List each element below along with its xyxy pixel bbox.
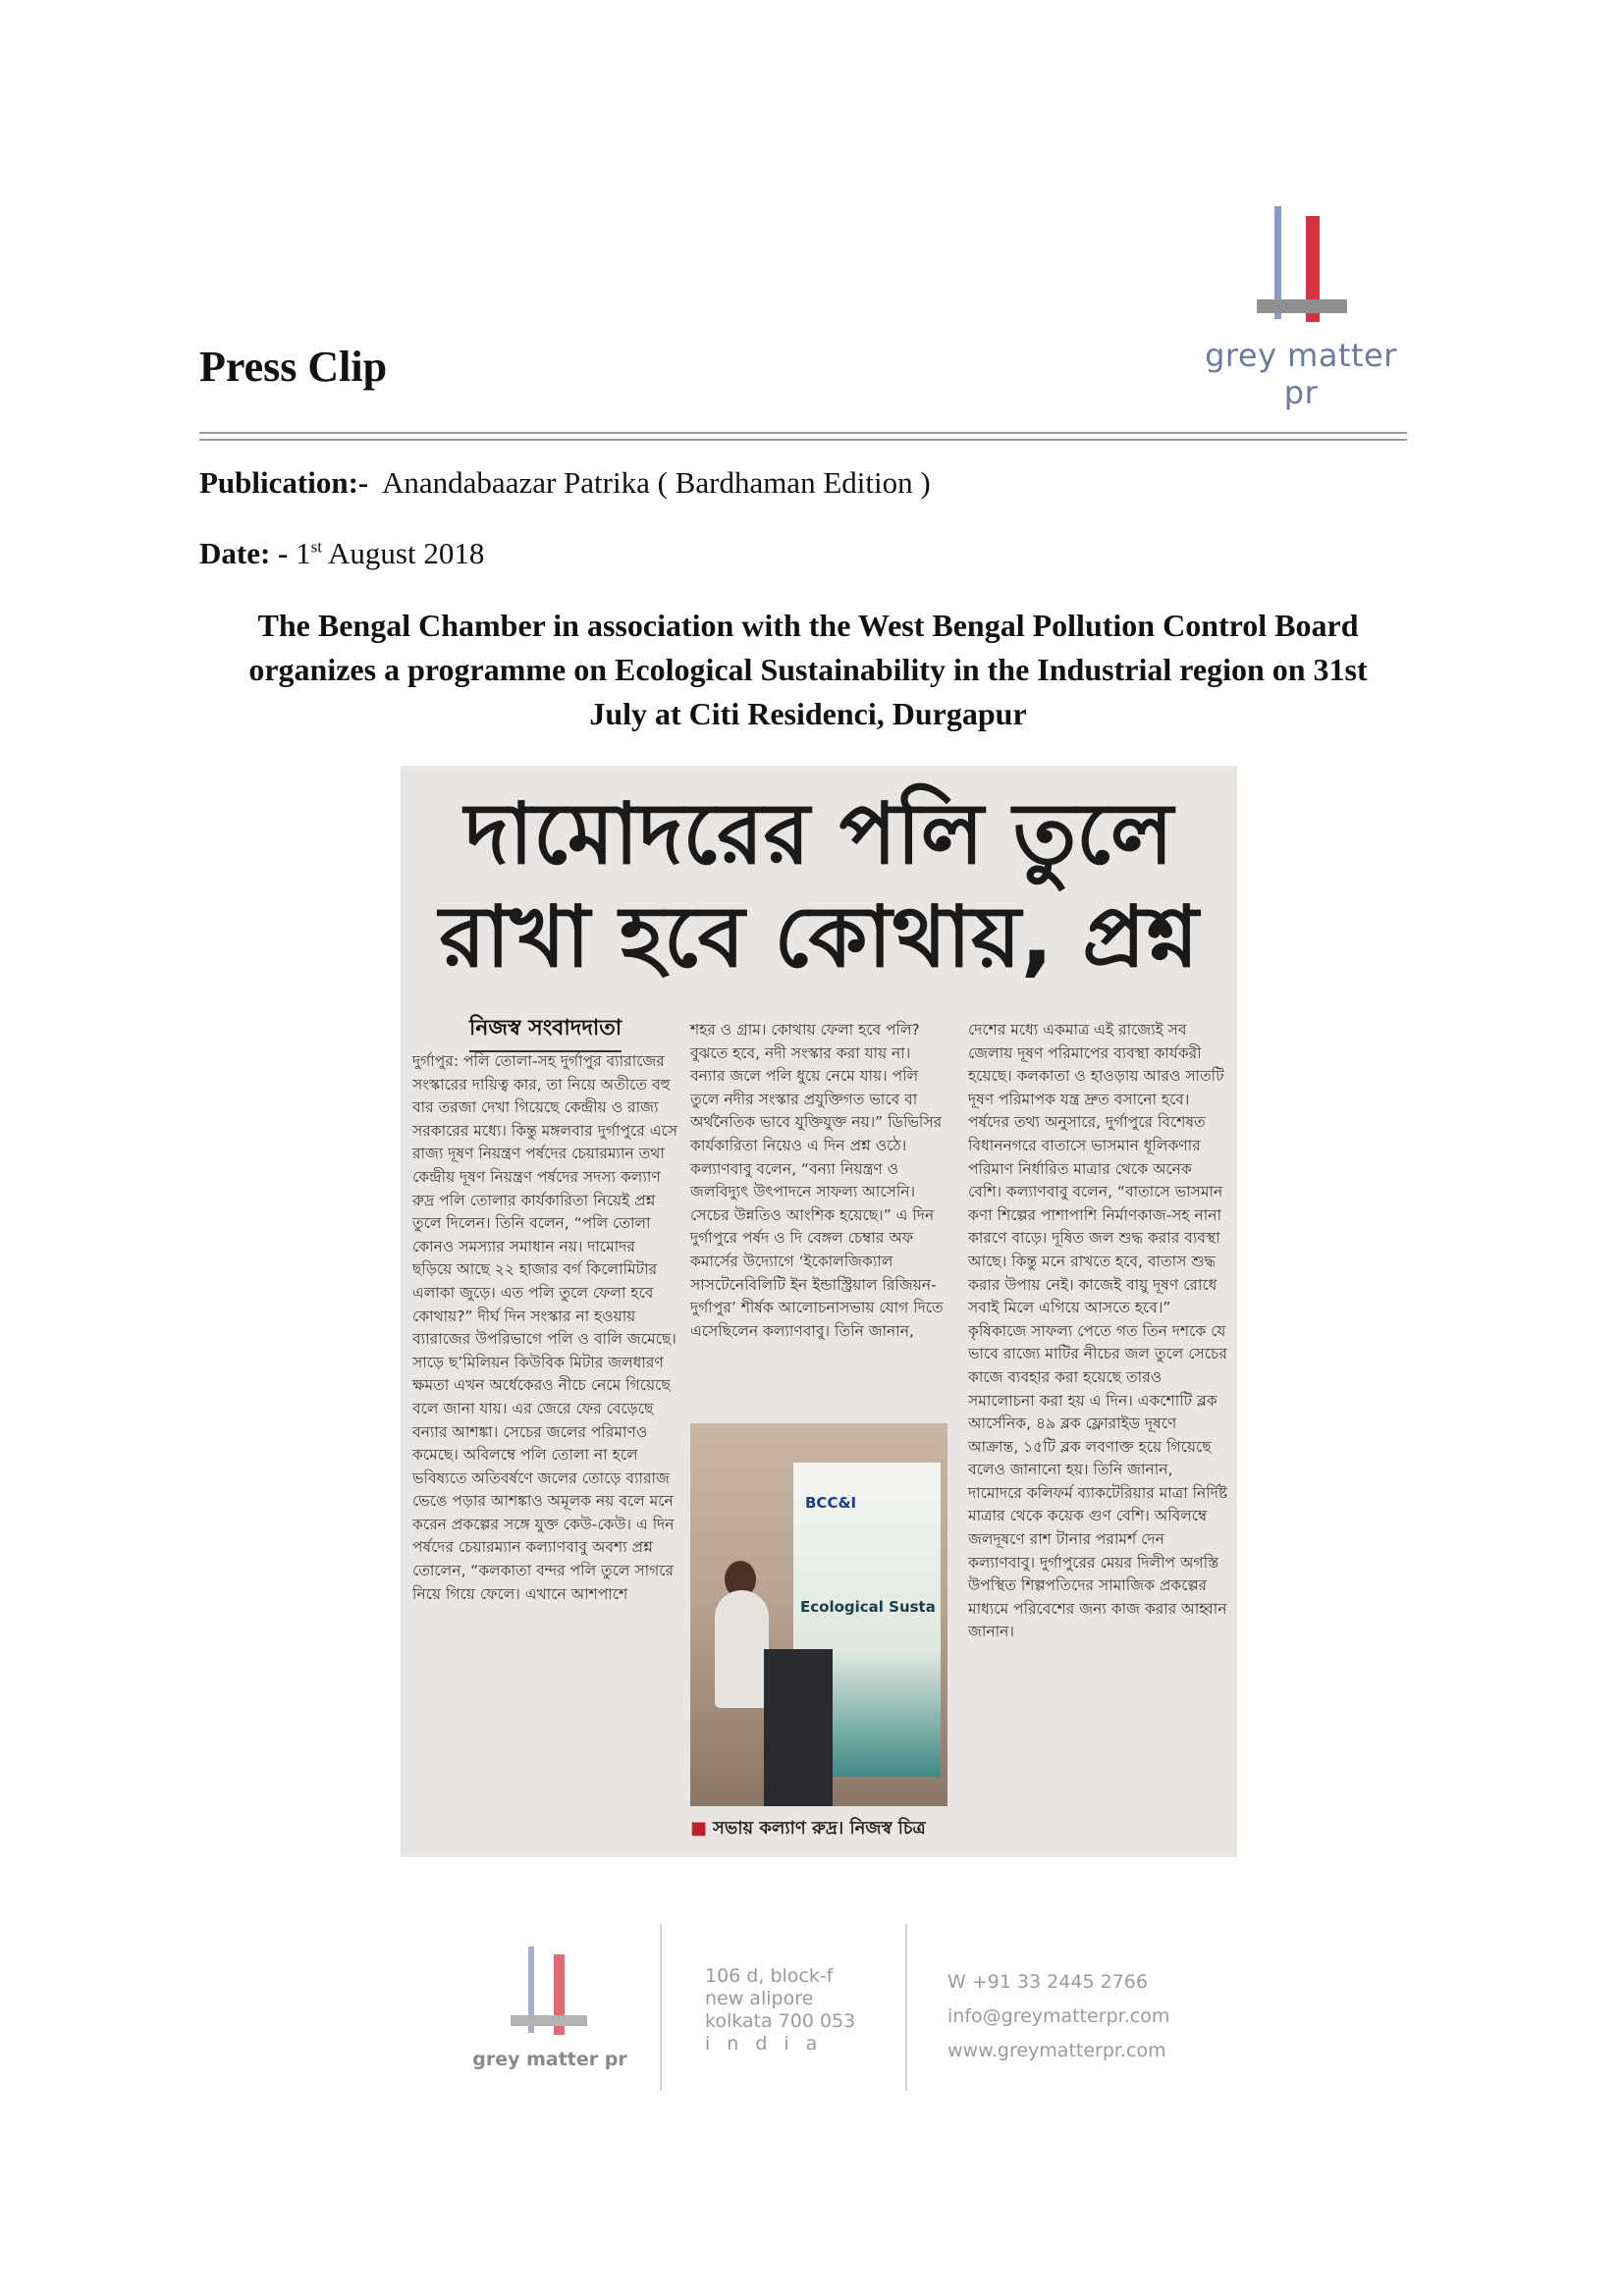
article-headline	[199, 604, 1417, 736]
clipping-column: দেশের মধ্যে একমাত্র এই রাজ্যেই সব জেলায় দূষণ পরিমাপের ব্যবস্থা কার্যকরী হয়েছে। কলকাতা ও হাওড়ায় আরও সাতটি দূষণ পরিমাপক যন্ত্র দ্রুত বসানো হবে। পর্ষদের তথ্য অনুসারে, দুর্গাপুরে বিশেষত বিধাননগরে বাতাসে ভাসমান ধূলিকণার পরিমাণ নির্ধারিত মাত্রার থেকে অনেক বেশি। কল্যাণবাবু বলেন, “বাতাসে ভাসমান কণা শিল্পের পাশাপাশি নির্মাণকাজ-সহ নানা কারণে বাড়ে। দূষিত জল শুদ্ধ করার ব্যবস্থা আছে। কিন্তু মনে রাখতে হবে, বাতাস শুদ্ধ করার উপায় নেই। কাজেই বায়ু দূষণ রোধে সবাই মিলে এগিয়ে আসতে হবে।” কৃষিকাজে সাফল্য পেতে গত তিন দশকে যে ভাবে রাজ্যে মাটির নীচের জল তুলে সেচের কাজে ব্যবহার করা হয়েছে তারও সমালোচনা করা হয় এ দিন। একশোটি ব্লক আর্সেনিক, ৪৯ ব্লক ফ্লোরাইড দূষণে আক্রান্ত, ১৫টি ব্লক লবণাক্ত হয়ে গিয়েছে বলেও জানানো হয়। তিনি জানান, দামোদরে কলিফর্ম ব্যাকটেরিয়ার মাত্রা নির্দিষ্ট মাত্রার থেকে কয়েক গুণ বেশি। অবিলম্বে জলদূষণে রাশ টানার পরামর্শ দেন কল্যাণবাবু। দুর্গাপুরের মেয়র দিলীপ অগস্তি উপস্থিত শিল্পপতিদের সামাজিক প্রকল্পের মাধ্যমে পরিবেশের জন্য কাজ করার আহ্বান জানান।	[968, 1021, 1228, 1641]
footer-separator	[905, 1924, 907, 2091]
footer-logo	[471, 1939, 628, 2096]
headline-line: July at Citi Residenci, Durgapur	[589, 696, 1027, 731]
date-rest: August 2018	[328, 536, 485, 570]
photo-logo-text: BCC&I	[805, 1494, 857, 1512]
headline-line: organizes a programme on Ecological Sustainability in the Industrial region on 31st	[248, 652, 1368, 687]
divider	[199, 439, 1407, 441]
date-suffix: st	[310, 537, 322, 557]
footer-contact	[947, 1965, 1169, 2068]
address-line: new alipore	[705, 1988, 814, 2009]
publication-line	[199, 465, 931, 501]
photo-caption	[690, 1814, 926, 1844]
photo-banner-text: Ecological Susta	[800, 1598, 936, 1616]
divider	[199, 432, 1407, 434]
footer-website[interactable]: www.greymatterpr.com	[947, 2040, 1166, 2061]
date-label: Date: -	[199, 536, 289, 570]
logo-text: grey matter pr	[1205, 337, 1397, 411]
newspaper-clipping	[401, 766, 1237, 1857]
headline-line: The Bengal Chamber in association with the West Bengal Pollution Control Board	[257, 608, 1359, 643]
address-line: kolkata 700 053	[705, 2010, 856, 2032]
clipping-column: দুর্গাপুর: পলি তোলা-সহ দুর্গাপুর ব্যারাজের সংস্কারের দায়িত্ব কার, তা নিয়ে অতীতে বহু বার তরজা দেখা গিয়েছে কেন্দ্রীয় ও রাজ্য সরকারের মধ্যে। কিন্তু মঙ্গলবার দুর্গাপুরে এসে রাজ্য দূষণ নিয়ন্ত্রণ পর্ষদের চেয়ারম্যান তথা কেন্দ্রীয় দূষণ নিয়ন্ত্রণ পর্ষদের সদস্য কল্যাণ রুদ্র পলি তোলার কার্যকারিতা নিয়েই প্রশ্ন তুলে দিলেন। তিনি বলেন, “পলি তোলা কোনও সমস্যার সমাধান নয়। দামোদর ছড়িয়ে আছে ২২ হাজার বর্গ কিলোমিটার এলাকা জুড়ে। এত পলি তুলে ফেলা হবে কোথায়?” দীর্ঘ দিন সংস্কার না হওয়ায় ব্যারাজের উপরিভাগে পলি ও বালি জমেছে। সাড়ে ছ’মিলিয়ন কিউবিক মিটার জলধারণ ক্ষমতা এখন অর্ধেকেরও নীচে নেমে গিয়েছে বলে জানা যায়। এর জেরে ফের বেড়েছে বন্যার আশঙ্কা। সেচের জলের পরিমাণও কমেছে। অবিলম্বে পলি তোলা না হলে ভবিষ্যতে অতিবর্ষণে জলের তোড়ে ব্যারাজ ভেঙে পড়ার আশঙ্কাও অমূলক নয় বলে মনে করেন প্রকল্পের সঙ্গে যুক্ত কেউ-কেউ। এ দিন পর্ষদের চেয়ারম্যান কল্যাণবাবু অবশ্য প্রশ্ন তোলেন, “কলকাতা বন্দর পলি তুলে সাগরে নিয়ে গিয়ে ফেলে। এখানে আশপাশে	[412, 1052, 677, 1603]
clipping-photo	[690, 1423, 947, 1806]
publication-label: Publication:-	[199, 465, 369, 500]
date-line	[199, 536, 484, 571]
footer	[432, 1924, 1217, 2101]
date-day: 1	[296, 536, 311, 570]
clipping-byline: নিজস্ব সংবাদদাতা	[469, 1011, 622, 1052]
footer-separator	[660, 1924, 662, 2091]
footer-address	[705, 1965, 855, 2056]
caption-text: সভায় কল্যাণ রুদ্র। নিজস্ব চিত্র	[713, 1818, 926, 1839]
clipping-column: শহর ও গ্রাম। কোথায় ফেলা হবে পলি? বুঝতে হবে, নদী সংস্কার করা যায় না। বন্যার জলে পলি ধুয়ে নেমে যায়। পলি তুলে নদীর সংস্কার প্রযুক্তিগত ভাবে বা অর্থনৈতিক ভাবে যুক্তিযুক্ত নয়।” ডিভিসির কার্যকারিতা নিয়েও এ দিন প্রশ্ন ওঠে। কল্যাণবাবু বলেন, “বন্যা নিয়ন্ত্রণ ও জলবিদ্যুৎ উৎপাদনে সাফল্য আসেনি। সেচের উন্নতিও আংশিক হয়েছে।” এ দিন দুর্গাপুরে পর্ষদ ও দি বেঙ্গল চেম্বার অফ কমার্সের উদ্যোগে ‘ইকোলজিক্যাল সাসটেনেবিলিটি ইন ইন্ডাস্ট্রিয়াল রিজিয়ন-দুর্গাপুর’ শীর্ষক আলোচনাসভায় যোগ দিতে এসেছিলেন কল্যাণবাবু। তিনি জানান,	[690, 1021, 944, 1340]
address-line: india	[705, 2033, 835, 2055]
footer-logo-text: grey matter pr	[472, 2049, 627, 2070]
speaker	[715, 1590, 769, 1708]
publication-value: Anandabaazar Patrika ( Bardhaman Edition )	[382, 465, 931, 500]
page-title: Press Clip	[199, 343, 388, 391]
podium	[764, 1649, 833, 1806]
grey-matter-logo-icon	[471, 1939, 628, 2047]
address-line: 106 d, block-f	[705, 1965, 834, 1987]
footer-email[interactable]: info@greymatterpr.com	[947, 2005, 1170, 2027]
grey-matter-logo-icon	[1247, 191, 1355, 339]
footer-phone: W +91 33 2445 2766	[947, 1971, 1148, 1993]
clipping-title: রাখা হবে কোথায়, প্রশ্ন	[439, 888, 1199, 987]
caption-square-icon: ■	[690, 1818, 708, 1839]
brand-logo	[1193, 191, 1409, 411]
clipping-title: দামোদরের পলি তুলে	[464, 785, 1173, 883]
